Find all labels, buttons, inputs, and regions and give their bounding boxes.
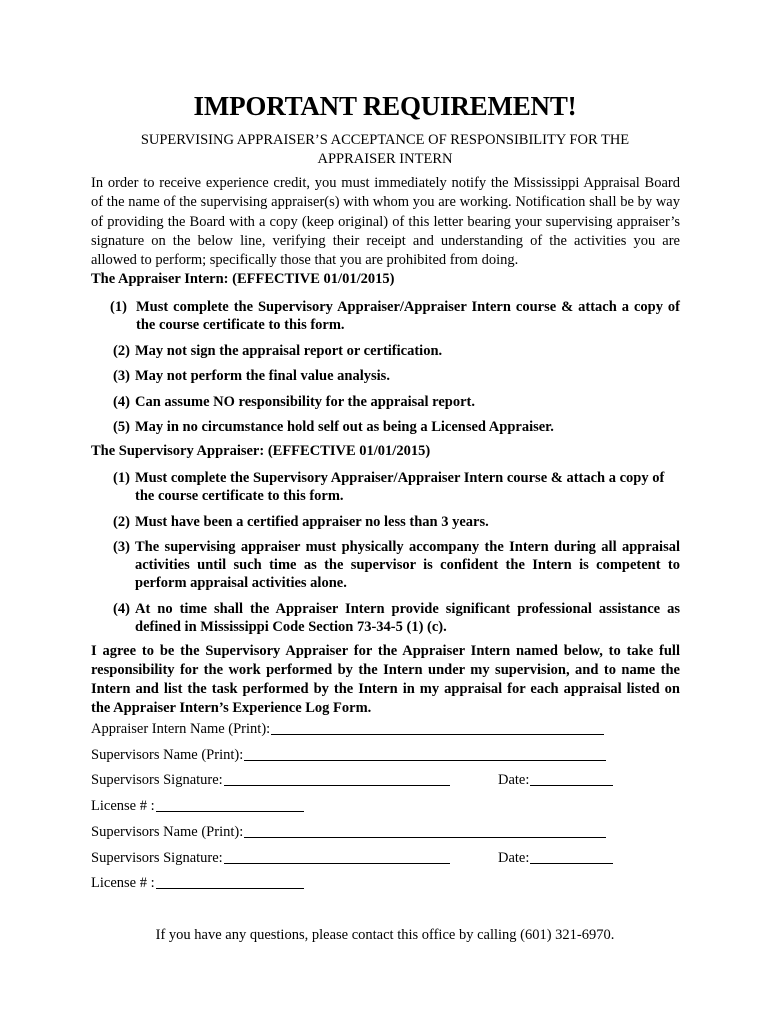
intern-item-5	[113, 418, 680, 436]
supervisor-section-heading: The Supervisory Appraiser: (EFFECTIVE 01/01/2015)	[91, 443, 431, 459]
supervisor-item-4-text: At no time shall the Appraiser Intern provide significant professional assistance as defined in Mississippi Code Section 73-34-5 (1) (c).	[135, 601, 680, 635]
intern-section-heading: The Appraiser Intern: (EFFECTIVE 01/01/2015)	[91, 271, 395, 287]
date-field-2[interactable]	[498, 850, 613, 867]
intern-item-5-num: (5)	[113, 419, 130, 435]
intern-item-2-num: (2)	[113, 343, 130, 359]
license-label-2: License # :	[91, 875, 155, 891]
intern-item-4-num: (4)	[113, 394, 130, 410]
supervisor-signature-label-2: Supervisors Signature:	[91, 850, 223, 866]
intern-item-4-text: Can assume NO responsibility for the appraisal report.	[135, 394, 475, 410]
supervisor-signature-label-1: Supervisors Signature:	[91, 772, 223, 788]
intern-item-3-text: May not perform the final value analysis.	[135, 368, 390, 384]
intern-item-2	[113, 342, 680, 360]
supervisor-name-field-1[interactable]	[91, 747, 606, 764]
date-line-2[interactable]	[530, 862, 613, 864]
supervisor-item-3-text: The supervising appraiser must physically accompany the Intern during all appraisal activities until such time as the supervisor is confident the Intern is competent to perform appraisal activities alone.	[135, 539, 680, 591]
license-line-2[interactable]	[156, 887, 304, 889]
date-field-1[interactable]	[498, 772, 613, 789]
intern-name-label: Appraiser Intern Name (Print):	[91, 721, 271, 737]
supervisor-item-4-num: (4)	[113, 601, 130, 617]
supervisor-item-4	[113, 600, 680, 636]
supervisor-name-label-2: Supervisors Name (Print):	[91, 824, 244, 840]
supervisor-name-field-2[interactable]	[91, 824, 606, 841]
intern-item-5-text: May in no circumstance hold self out as being a Licensed Appraiser.	[135, 419, 554, 435]
intern-item-2-text: May not sign the appraisal report or certification.	[135, 343, 443, 359]
supervisor-name-label-1: Supervisors Name (Print):	[91, 747, 244, 763]
subtitle-line-1: SUPERVISING APPRAISER’S ACCEPTANCE OF RESPONSIBILITY FOR THE	[140, 132, 630, 148]
intern-name-field[interactable]	[91, 721, 604, 738]
supervisor-item-1-text: Must complete the Supervisory Appraiser/Appraiser Intern course & attach a copy of the course certificate to this form.	[135, 470, 665, 504]
license-label-1: License # :	[91, 798, 155, 814]
supervisor-item-3-num: (3)	[113, 539, 130, 555]
supervisor-item-2-num: (2)	[113, 514, 130, 530]
supervisor-signature-field-2[interactable]	[91, 850, 450, 867]
intern-item-1-text: Must complete the Supervisory Appraiser/Appraiser Intern course & attach a copy of the course certificate to this form.	[136, 299, 680, 333]
contact-footer: If you have any questions, please contact this office by calling (601) 321-6970.	[155, 927, 615, 943]
supervisor-item-1-num: (1)	[113, 470, 130, 486]
license-line-1[interactable]	[156, 810, 304, 812]
intern-item-3	[113, 367, 680, 385]
license-field-1[interactable]	[91, 798, 304, 815]
subtitle	[115, 131, 655, 169]
subtitle-line-2: APPRAISER INTERN	[317, 151, 453, 167]
supervisor-item-2-text: Must have been a certified appraiser no less than 3 years.	[135, 514, 489, 530]
supervisor-signature-field-1[interactable]	[91, 772, 450, 789]
intern-item-1	[110, 298, 680, 334]
agreement-paragraph: I agree to be the Supervisory Appraiser for the Appraiser Intern named below, to take full responsibility for the work performed by the Intern under my supervision, and to name the Intern and list the task performed by the Intern in my appraisal for each appraisal listed on the Appraiser Intern’s Experience Log Form.	[91, 643, 680, 716]
date-line-1[interactable]	[530, 784, 613, 786]
supervisor-signature-line-2[interactable]	[224, 862, 450, 864]
supervisor-item-3	[113, 538, 680, 592]
supervisor-name-line-2[interactable]	[244, 836, 606, 838]
page-title: IMPORTANT REQUIREMENT!	[193, 91, 577, 121]
supervisor-name-line-1[interactable]	[244, 759, 606, 761]
supervisor-item-1	[113, 469, 680, 505]
intern-item-3-num: (3)	[113, 368, 130, 384]
license-field-2[interactable]	[91, 875, 304, 892]
intro-paragraph: In order to receive experience credit, you must immediately notify the Mississippi Appraisal Board of the name of the supervising appraiser(s) with whom you are working. Notification shall be by way of providing the Board with a copy (keep original) of this letter bearing your supervising appraiser’s signature on the below line, verifying their receipt and understanding of the activities you are allowed to perform; specifically those that you are prohibited from doing.	[91, 175, 680, 269]
intern-item-1-num: (1)	[110, 299, 127, 315]
supervisor-signature-line-1[interactable]	[224, 784, 450, 786]
date-label-1: Date:	[498, 772, 530, 788]
date-label-2: Date:	[498, 850, 530, 866]
supervisor-item-2	[113, 513, 680, 531]
intern-item-4	[113, 393, 680, 411]
intern-name-line[interactable]	[271, 733, 604, 735]
